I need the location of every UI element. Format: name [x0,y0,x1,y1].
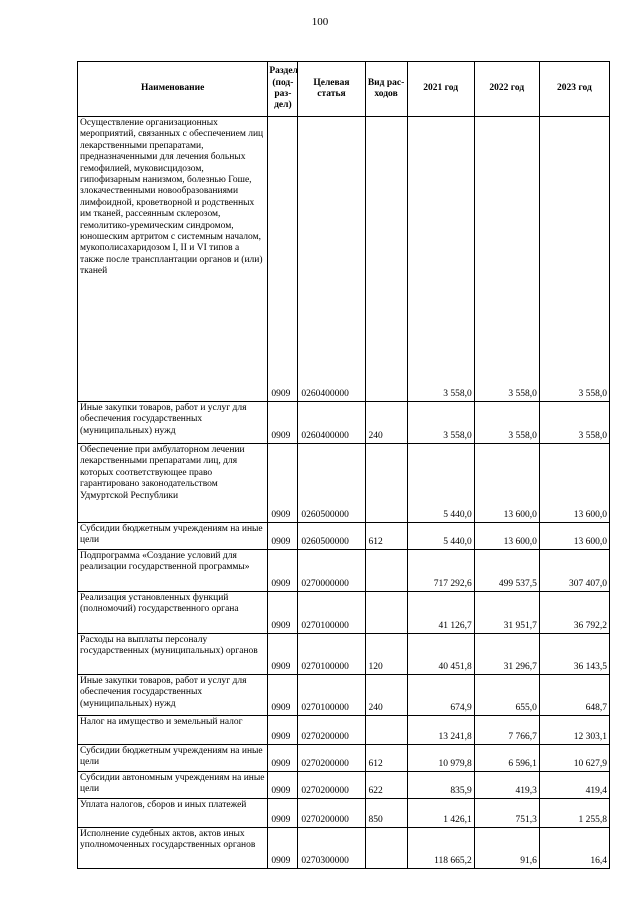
table-row [78,716,610,745]
table-row [78,444,610,523]
row-2021: 13 241,8 [407,716,474,745]
row-target: 0260500000 [298,444,365,523]
row-2023: 12 303,1 [539,716,609,745]
table-row [78,402,610,444]
row-2023: 419,4 [539,772,609,799]
row-target: 0270100000 [298,592,365,634]
budget-table [77,61,610,869]
row-type [365,550,407,592]
row-section: 0909 [268,117,298,402]
table-row [78,828,610,869]
header-2021: 2021 год [407,62,474,117]
row-2021: 1 426,1 [407,799,474,828]
row-2023: 36 792,2 [539,592,609,634]
row-2021: 674,9 [407,675,474,716]
row-2022: 655,0 [474,675,539,716]
row-2021: 3 558,0 [407,402,474,444]
header-name: Наименование [78,62,268,117]
row-2023: 3 558,0 [539,117,609,402]
row-2022: 31 951,7 [474,592,539,634]
row-2021: 10 979,8 [407,745,474,772]
row-section: 0909 [268,444,298,523]
row-2023: 36 143,5 [539,634,609,675]
row-2022: 3 558,0 [474,402,539,444]
row-name: Субсидии бюджетным учреждениям на иные цели [78,523,268,550]
header-section: Раздел (под-раз-дел) [268,62,298,117]
row-section: 0909 [268,745,298,772]
row-2022: 13 600,0 [474,523,539,550]
row-section: 0909 [268,523,298,550]
row-target: 0270200000 [298,799,365,828]
page-number: 100 [311,16,329,28]
table-row [78,550,610,592]
row-2023: 1 255,8 [539,799,609,828]
row-2022: 499 537,5 [474,550,539,592]
row-name: Подпрограмма «Создание условий для реализации государственной программы» [78,550,268,592]
row-target: 0270100000 [298,634,365,675]
row-target: 0270000000 [298,550,365,592]
row-type: 612 [365,523,407,550]
row-2022: 6 596,1 [474,745,539,772]
header-2023: 2023 год [539,62,609,117]
row-type [365,444,407,523]
row-2023: 13 600,0 [539,523,609,550]
table-row [78,675,610,716]
row-2023: 3 558,0 [539,402,609,444]
row-target: 0270100000 [298,675,365,716]
row-2021: 41 126,7 [407,592,474,634]
row-2021: 3 558,0 [407,117,474,402]
header-2022: 2022 год [474,62,539,117]
row-name: Субсидии бюджетным учреждениям на иные цели [78,745,268,772]
table-header-row [78,62,610,117]
row-2023: 307 407,0 [539,550,609,592]
row-2022: 3 558,0 [474,117,539,402]
row-2023: 13 600,0 [539,444,609,523]
row-2021: 5 440,0 [407,523,474,550]
row-2021: 717 292,6 [407,550,474,592]
row-name: Реализация установленных функций (полномочий) государственного органа [78,592,268,634]
row-section: 0909 [268,550,298,592]
row-type: 240 [365,402,407,444]
row-type: 120 [365,634,407,675]
row-target: 0260400000 [298,117,365,402]
row-name: Расходы на выплаты персоналу государственных (муниципальных) органов [78,634,268,675]
row-name: Налог на имущество и земельный налог [78,716,268,745]
row-name: Уплата налогов, сборов и иных платежей [78,799,268,828]
table-row [78,799,610,828]
row-2022: 13 600,0 [474,444,539,523]
row-name: Иные закупки товаров, работ и услуг для обеспечения государственных (муниципальных) нужд [78,402,268,444]
row-2021: 5 440,0 [407,444,474,523]
table-row [78,745,610,772]
row-target: 0260400000 [298,402,365,444]
table-row [78,592,610,634]
row-type: 850 [365,799,407,828]
row-target: 0270200000 [298,772,365,799]
row-section: 0909 [268,828,298,869]
row-2023: 16,4 [539,828,609,869]
row-target: 0270200000 [298,716,365,745]
row-section: 0909 [268,716,298,745]
row-section: 0909 [268,402,298,444]
row-type [365,117,407,402]
row-section: 0909 [268,799,298,828]
table-row [78,117,610,402]
row-type [365,716,407,745]
row-2021: 40 451,8 [407,634,474,675]
row-name: Исполнение судебных актов, актов иных уполномоченных государственных органов [78,828,268,869]
row-target: 0270300000 [298,828,365,869]
row-2021: 118 665,2 [407,828,474,869]
row-type [365,828,407,869]
row-name: Субсидии автономным учреждениям на иные цели [78,772,268,799]
row-type: 240 [365,675,407,716]
row-name: Иные закупки товаров, работ и услуг для обеспечения государственных (муниципальных) нужд [78,675,268,716]
row-section: 0909 [268,772,298,799]
row-target: 0260500000 [298,523,365,550]
table-row [78,523,610,550]
row-2022: 7 766,7 [474,716,539,745]
row-2022: 751,3 [474,799,539,828]
row-2021: 835,9 [407,772,474,799]
row-type: 612 [365,745,407,772]
row-type [365,592,407,634]
row-target: 0270200000 [298,745,365,772]
row-type: 622 [365,772,407,799]
row-section: 0909 [268,592,298,634]
row-name: Осуществление организационных мероприятий, связанных с обеспечением лиц лекарственными препаратами, предназначенными для лечения больных гемофилией, муковисцидозом, гипофизарным нанизмом, болезнью Гоше, злокачественными новообразованиями лимфоидной, кроветворной и родственных им тканей, рассеянным склерозом, гемолитико-уремическим синдромом, юношеским артритом с системным началом, мукополисахаридозом I, II и VI типов а также после трансплантации органов и (или) тканей [78,117,268,402]
row-2023: 10 627,9 [539,745,609,772]
header-expense-type: Вид рас-ходов [365,62,407,117]
row-2022: 419,3 [474,772,539,799]
row-name: Обеспечение при амбулаторном лечении лекарственными препаратами лиц, для которых соответствующее право гарантировано законодательством Удмуртской Республики [78,444,268,523]
row-2022: 31 296,7 [474,634,539,675]
row-section: 0909 [268,634,298,675]
row-section: 0909 [268,675,298,716]
table-row [78,634,610,675]
row-2022: 91,6 [474,828,539,869]
header-target: Целевая статья [298,62,365,117]
row-2023: 648,7 [539,675,609,716]
table-row [78,772,610,799]
